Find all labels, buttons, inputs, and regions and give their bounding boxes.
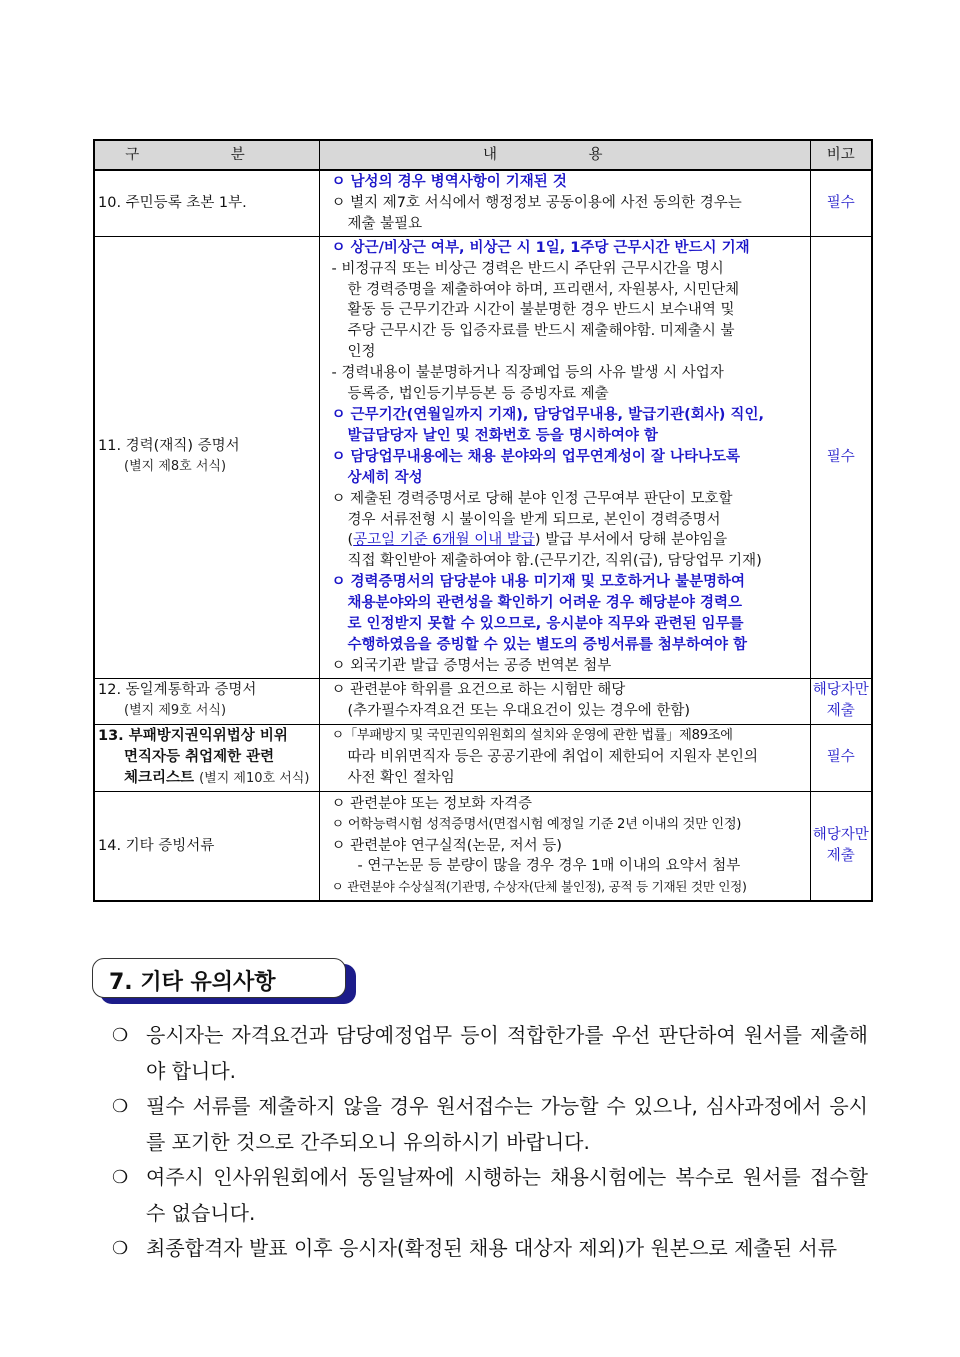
row-category: 10. 주민등록 초본 1부. <box>94 170 319 236</box>
row-category: 13. 부패방지권익위법상 비위 면직자등 취업제한 관련 체크리스트 (별지 제10호 서식) <box>94 724 319 791</box>
bullet-icon: ❍ <box>112 1025 129 1046</box>
list-item-text: 응시자는 자격요건과 담당예정업무 등이 적합한가를 우선 판단하여 원서를 제출해야 합니다. <box>146 1023 868 1083</box>
bullet-icon: ❍ <box>112 1096 129 1117</box>
notice-list <box>112 1018 868 1267</box>
row-category: 11. 경력(재직) 증명서 (별지 제8호 서식) <box>94 236 319 678</box>
bullet-icon: ❍ <box>112 1167 129 1188</box>
row-note: 해당자만 제출 <box>810 791 872 901</box>
row-note: 필수 <box>810 724 872 791</box>
table-row <box>94 678 872 724</box>
document-table <box>93 139 873 902</box>
row-category: 12. 동일계통학과 증명서 (별지 제9호 서식) <box>94 678 319 724</box>
underlined-requirement: 공고일 기준 6개월 이내 발급 <box>353 532 535 549</box>
bullet-icon: ❍ <box>112 1238 129 1259</box>
section-header <box>92 958 350 1002</box>
table-row <box>94 236 872 678</box>
row-category: 14. 기타 증빙서류 <box>94 791 319 901</box>
row-content: ㅇ「부패방지 및 국민권익위원회의 설치와 운영에 관한 법률」제89조에 따라 비위면직자 등은 공공기관에 취업이 제한되어 지원자 본인의 사전 확인 절차임 <box>319 724 810 791</box>
row-content: ㅇ 관련분야 또는 정보화 자격증 ㅇ 어학능력시험 성적증명서(면접시험 예정일 기준 2년 이내의 것만 인정) ㅇ 관련분야 연구실적(논문, 저서 등) - 연구논문 등 분량이 많을 경우 경우 1매 이내의 요약서 첨부 ㅇ 관련분야 수상실적(기관명, 수상자(단체 불인정), 공적 등 기재된 것만 인정) <box>319 791 810 901</box>
row-note: 해당자만 제출 <box>810 678 872 724</box>
list-item-text: 여주시 인사위원회에서 동일날짜에 시행하는 채용시험에는 복수로 원서를 접수할 수 없습니다. <box>146 1165 868 1225</box>
table-header-row <box>94 140 872 170</box>
list-item <box>112 1231 868 1267</box>
row-content: ㅇ 남성의 경우 병역사항이 기재된 것 ㅇ 별지 제7호 서식에서 행정정보 공동이용에 사전 동의한 경우는 제출 불필요 <box>319 170 810 236</box>
row-note: 필수 <box>810 236 872 678</box>
header-category: 구 분 <box>94 140 319 170</box>
list-item-text: 필수 서류를 제출하지 않을 경우 원서접수는 가능할 수 있으나, 심사과정에서 응시를 포기한 것으로 간주되오니 유의하시기 바랍니다. <box>146 1094 868 1154</box>
section-header-box <box>92 958 346 998</box>
table-row <box>94 170 872 236</box>
header-note: 비고 <box>810 140 872 170</box>
list-item <box>112 1018 868 1089</box>
list-item <box>112 1160 868 1231</box>
row-note: 필수 <box>810 170 872 236</box>
section-title: 7. 기타 유의사항 <box>109 970 276 995</box>
row-content: ㅇ 상근/비상근 여부, 비상근 시 1일, 1주당 근무시간 반드시 기재 - 비정규직 또는 비상근 경력은 반드시 주단위 근무시간을 명시 한 경력증명을 제출하여야 하며, 프리랜서, 자원봉사, 시민단체 활동 등 근무기간과 시간이 불분명한 경우 반드시 보수내역 및 주당 근무시간 등 입증자료를 반드시 제출해야함. 미제출시 불 인정 - 경력내용이 불분명하거나 직장폐업 등의 사유 발생 시 사업자 등록증, 법인등기부등본 등 증빙자료 제출 ㅇ 근무기간(연월일까지 기재), 담당업무내용, 발급기관(회사) 직인, 발급담당자 날인 및 전화번호 등을 명시하여야 함 ㅇ 담당업무내용에는 채용 분야와의 업무연계성이 잘 나타나도록 상세히 작성 ㅇ 제출된 경력증명서로 당해 분야 인정 근무여부 판단이 모호할 경우 서류전형 시 불이익을 받게 되므로, 본인이 경력증명서 (공고일 기준 6개월 이내 발급) 발급 부서에서 당해 분야임을 직접 확인받아 제출하여야 함.(근무기간, 직위(급), 담당업무 기재) ㅇ 경력증명서의 담당분야 내용 미기재 및 모호하거나 불분명하여 채용분야와의 관련성을 확인하기 어려운 경우 해당분야 경력으 로 인정받지 못할 수 있으므로, 응시분야 직무와 관련된 임무를 수행하였음을 증빙할 수 있는 별도의 증빙서류를 첨부하여야 함 ㅇ 외국기관 발급 증명서는 공증 번역본 첨부 <box>319 236 810 678</box>
list-item-text: 최종합격자 발표 이후 응시자(확정된 채용 대상자 제외)가 원본으로 제출된 서류 <box>146 1236 838 1260</box>
table-row <box>94 791 872 901</box>
header-content: 내 용 <box>319 140 810 170</box>
row-content: ㅇ 관련분야 학위를 요건으로 하는 시험만 해당 (추가필수자격요건 또는 우대요건이 있는 경우에 한함) <box>319 678 810 724</box>
table-row <box>94 724 872 791</box>
list-item <box>112 1089 868 1160</box>
